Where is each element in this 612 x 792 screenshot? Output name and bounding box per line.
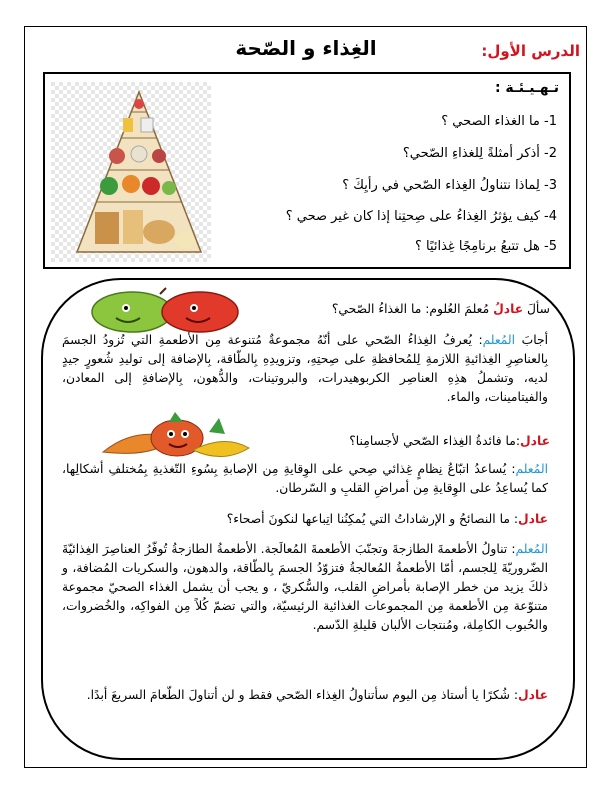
teacher-answer-3 <box>62 540 548 635</box>
student-question-3 <box>62 510 548 529</box>
warmup-question: 2- أذكر أمثلةً لِلغذاءِ الصّحي؟ <box>402 146 557 161</box>
speaker-teacher: المُعلم <box>515 462 548 476</box>
answer-text: : تناولُ الأطعمةَ الطازجةَ وتجنّبَ الأطعمةَ المُعالَجة. الأطعمةُ الطازجةُ تُوفّرُ العناصِرَ الغِذائيّةَ الضّروريّةَ لِلجسم، أمّا الأطعمةُ المُعالجةُ فتزوّدُ الجسمَ بِالطّاقة، والدهون، والسكريات المُضافة، و ذلكَ يزيد من خطر الإصابة بأمراضِ القلب، والسُّكريّ ، و يجب أن يشمل الغذاء الصحيّ مجموعة متنوّعة مِن الأطعمة مِن المجموعات الغذائية الرئيسيّة، والتي تضمّ كُلاً مِن الفواكِه، والخُضروات، والحُبوب الكامِلة، ومُنتجات الألبان قليلةِ الدّسم. <box>62 542 548 632</box>
teacher-answer-2 <box>62 460 548 498</box>
question-text: :ما فائدةُ الغِذاء الصّحي لأجسامِنا؟ <box>349 434 520 448</box>
apples-illustration <box>80 286 250 336</box>
student-closing <box>62 686 548 705</box>
lesson-label: الدرس الأول: <box>481 42 580 60</box>
student-question-2 <box>256 432 550 451</box>
warmup-question: 3- لِماذا نتناولُ الغِذاء الصّحي في رأيِكَ ؟ <box>342 178 557 193</box>
speaker-adel: عادل <box>518 512 548 526</box>
warmup-question: 4- كيف يؤثرُ الغِذاءُ على صِحتِنا إذا كان غير صحي ؟ <box>285 209 557 224</box>
warmup-box <box>43 72 571 269</box>
warmup-question: 5- هل تتبعُ برنامِجًا غِذائيًا ؟ <box>414 239 557 254</box>
speaker-teacher: المُعلم <box>515 542 548 556</box>
intro-text: مُعلمَ العُلوم: ما الغذاءُ الصّحي؟ <box>331 302 494 316</box>
answer-prefix: أجابَ <box>515 333 548 347</box>
speaker-adel: عادل <box>520 434 550 448</box>
warmup-title: تـهـيـئـة : <box>494 80 559 96</box>
answer-text: : يُساعدُ اتبّاعُ نِظامٍ غِذائي صِحي على الوِقايةِ مِن الإصابةِ بِسُوءِ التّغذيةِ بِمُختلفِ أشكالِها، كما يُساعِدُ على الوِقايةِ مِن أمراضِ القلبِ و السّرطان. <box>62 462 548 495</box>
answer-text: : يُعرفُ الغِذاءُ الصّحي على أنّهُ مجموعةٌ مُتنوعة مِن الأطعمةِ التي تُزودُ الجسمَ بِالعناصِرِ الغِذائيةِ اللازمةِ لِلمُحافظةِ على صِحتِهِ، وتزويدِهِ بِالطّاقة، بِالإضافة إلى توليدِ شُعورٍ جيدٍ لديه، وتشملُ هذِهِ العناصِر الكربوهيدرات، والبروتينات، والدُّهون، بِالإضافةِ إلى المعادن، والفيتامينات، والماء. <box>62 333 548 404</box>
vegetables-illustration <box>95 408 255 466</box>
speaker-adel: عادل <box>518 688 548 702</box>
food-pyramid-illustration <box>51 82 211 262</box>
warmup-question: 1- ما الغذاء الصحي ؟ <box>441 114 557 129</box>
intro-prefix: سألَ <box>523 302 550 316</box>
page-title: الغِذاء و الصّحة <box>235 36 377 60</box>
closing-text: : شُكرًا يا أستاذ مِن اليوم سأتناولُ الغِذاء الصّحي فقط و لن أتناولَ الطّعامَ السريعَ أبدًا. <box>86 688 518 702</box>
speaker-teacher: المُعلم <box>482 333 516 347</box>
question-text: : ما النصائحُ و الإرشاداتُ التي يُمكِنُنا اتِباعها لنكونَ أصحاء؟ <box>226 512 518 526</box>
speaker-adel: عادلُ <box>493 302 524 316</box>
teacher-answer-1 <box>62 331 548 407</box>
dialogue-intro <box>252 300 550 319</box>
